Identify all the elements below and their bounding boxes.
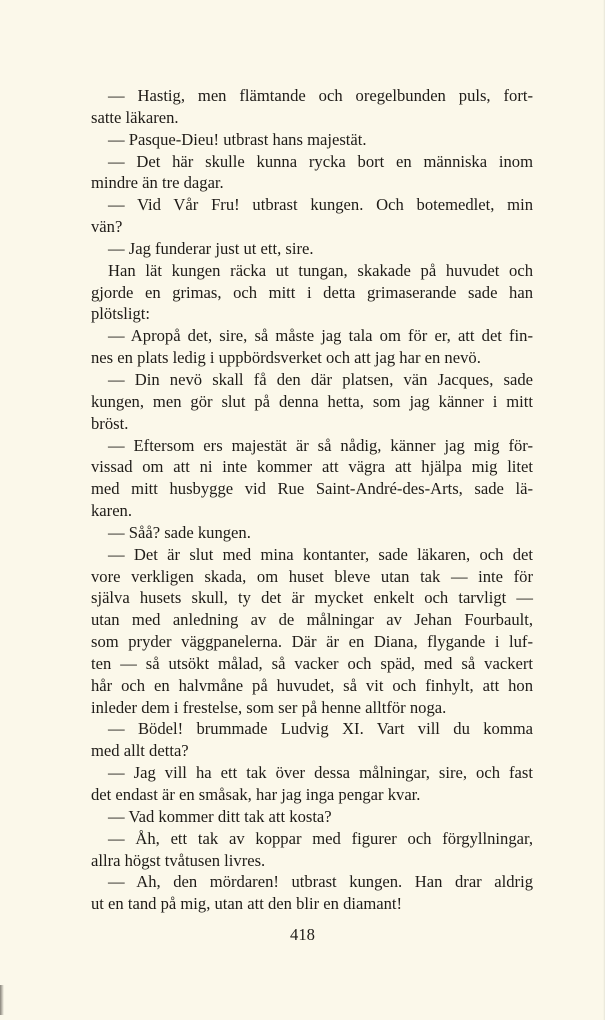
- text-line: — Pasque-Dieu! utbrast hans majestät.: [108, 129, 367, 149]
- text-line: — Ah, den mördaren! utbrast kungen. Han drar aldrig: [108, 872, 533, 892]
- text-line: gjorde en grimas, och mitt i detta grimaserande sade han: [91, 282, 533, 302]
- text-line: vän?: [91, 217, 123, 237]
- text-line: inleder dem i frestelse, som ser på henne alltför noga.: [91, 697, 447, 717]
- text-line: — Din nevö skall få den där platsen, vän Jacques, sade: [108, 369, 533, 389]
- text-line: vore verkligen skada, om huset bleve utan tak — inte för: [91, 566, 533, 586]
- text-line: — Såå? sade kungen.: [108, 522, 251, 542]
- text-line: plötsligt:: [91, 304, 151, 324]
- text-line: — Vad kommer ditt tak att kosta?: [108, 806, 332, 826]
- text-line: det endast är en småsak, har jag inga pengar kvar.: [91, 785, 421, 804]
- text-line: utan med anledning av de målningar av Jehan Fourbault,: [91, 610, 533, 630]
- text-line: bröst.: [91, 413, 129, 433]
- text-line: med allt detta?: [91, 741, 189, 761]
- text-line: — Jag vill ha ett tak över dessa målningar, sire, och fast: [108, 763, 533, 783]
- text-line: — Eftersom ers majestät är så nådig, känner jag mig för-: [108, 435, 533, 455]
- body-text: [91, 85, 533, 915]
- text-line: hår och en halvmåne på huvudet, så vit och finhylt, att hon: [91, 675, 533, 695]
- text-line: — Det här skulle kunna rycka bort en människa inom: [108, 151, 533, 171]
- text-line: nes en plats ledig i uppbördsverket och att jag har en nevö.: [91, 348, 481, 368]
- text-line: mindre än tre dagar.: [91, 173, 224, 193]
- text-line: med mitt husbygge vid Rue Saint-André-des-Arts, sade lä-: [91, 479, 533, 499]
- scan-edge-mark: [0, 985, 4, 1015]
- text-line: allra högst tvåtusen livres.: [91, 850, 266, 870]
- text-line: vissad om att ni inte kommer att vägra att hjälpa mig litet: [91, 457, 533, 477]
- text-line: karen.: [91, 501, 132, 521]
- text-line: — Vid Vår Fru! utbrast kungen. Och botemedlet, min: [108, 195, 533, 215]
- text-line: — Apropå det, sire, så måste jag tala om för er, att det fin-: [108, 326, 533, 346]
- text-line: ut en tand på mig, utan att den blir en diamant!: [91, 894, 403, 914]
- text-line: — Bödel! brummade Ludvig XI. Vart vill du komma: [108, 719, 533, 739]
- text-line: — Åh, ett tak av koppar med figurer och förgyllningar,: [108, 828, 533, 848]
- text-line: ten — så utsökt målad, så vacker och späd, med så vackert: [91, 653, 533, 673]
- text-line: — Jag funderar just ut ett, sire.: [108, 238, 314, 258]
- page-number: 418: [290, 925, 315, 944]
- text-line: Han lät kungen räcka ut tungan, skakade på huvudet och: [108, 260, 533, 280]
- text-line: satte läkaren.: [91, 107, 179, 127]
- text-line: — Hastig, men flämtande och oregelbunden puls, fort-: [108, 86, 533, 105]
- text-line: — Det är slut med mina kontanter, sade läkaren, och det: [108, 544, 533, 564]
- text-line: som pryder väggpanelerna. Där är en Diana, flygande i luf-: [91, 632, 533, 652]
- text-line: själva husets skull, ty det är mycket enkelt och tarvligt —: [91, 588, 533, 608]
- text-line: kungen, men gör slut på denna hetta, som jag känner i mitt: [91, 391, 533, 411]
